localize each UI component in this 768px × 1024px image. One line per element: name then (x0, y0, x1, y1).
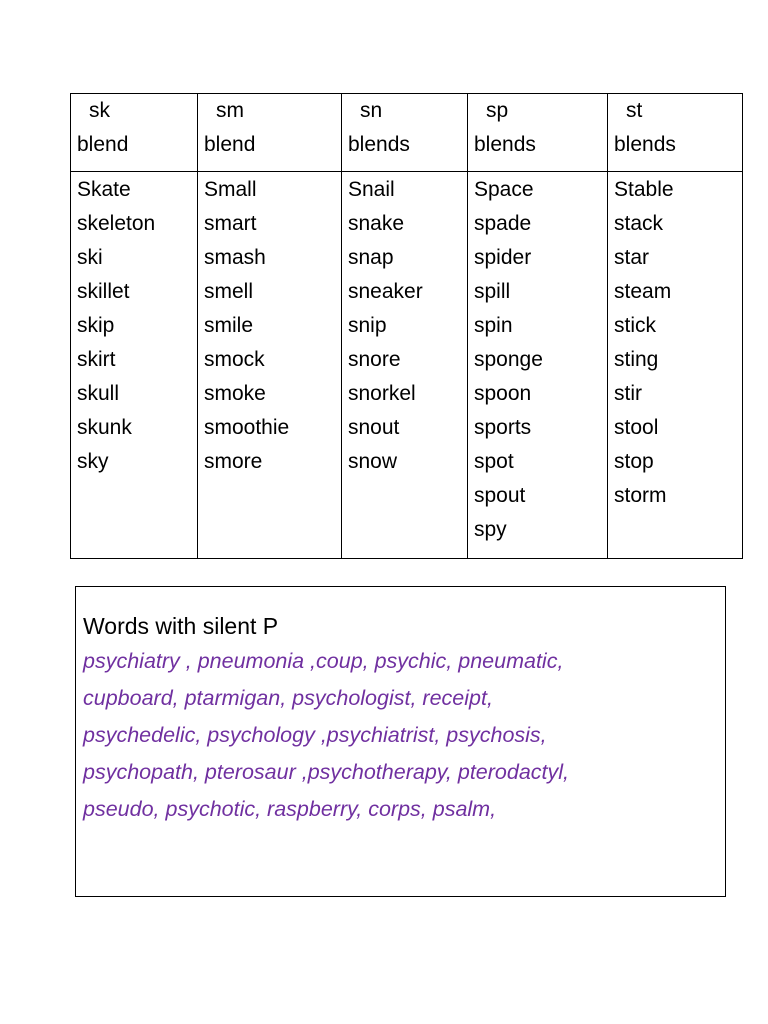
word-item: Skate (77, 178, 131, 201)
header-blend-letters: sm (216, 99, 244, 122)
word-item: storm (614, 484, 667, 507)
word-item: snorkel (348, 382, 416, 405)
header-blend-label: blends (474, 133, 536, 156)
word-item: spout (474, 484, 526, 507)
word-item: snow (348, 450, 398, 473)
word-item: smash (204, 246, 266, 269)
word-item: smoothie (204, 416, 290, 439)
word-item: spin (474, 314, 513, 337)
silent-p-line: psychopath, pterosaur ,psychotherapy, pterodactyl, (83, 760, 570, 784)
silent-p-line: psychiatry , pneumonia ,coup, psychic, pneumatic, (83, 649, 564, 673)
word-item: Small (204, 178, 257, 201)
word-item: stir (614, 382, 642, 405)
word-item: smell (204, 280, 254, 303)
word-item: skull (77, 382, 120, 405)
word-item: snore (348, 348, 401, 371)
header-cell-sp (468, 94, 608, 172)
header-blend-label: blends (614, 133, 676, 156)
word-item: skip (77, 314, 115, 337)
word-item: skeleton (77, 212, 156, 235)
word-item: snap (348, 246, 394, 269)
word-item: steam (614, 280, 672, 303)
word-item: ski (77, 246, 103, 269)
header-cell-sm (198, 94, 342, 172)
word-item: stick (614, 314, 656, 337)
header-blend-label: blend (204, 133, 256, 156)
word-item: skillet (77, 280, 130, 303)
header-cell-sk (71, 94, 198, 172)
header-blend-letters: sn (360, 99, 383, 122)
word-item: sneaker (348, 280, 423, 303)
header-cell-sn (342, 94, 468, 172)
header-blend-letters: st (626, 99, 643, 122)
word-list-sp (468, 172, 608, 559)
word-item: sky (77, 450, 109, 473)
word-list-st (608, 172, 743, 559)
word-item: stack (614, 212, 664, 235)
silent-p-line: psychedelic, psychology ,psychiatrist, psychosis, (83, 723, 547, 747)
blends-table (70, 93, 743, 559)
word-item: skunk (77, 416, 132, 439)
word-item: smoke (204, 382, 266, 405)
header-blend-letters: sp (486, 99, 509, 122)
word-item: spade (474, 212, 532, 235)
silent-p-box (75, 586, 726, 897)
word-item: star (614, 246, 650, 269)
silent-p-word-list (83, 643, 717, 828)
word-item: smile (204, 314, 254, 337)
word-item: skirt (77, 348, 116, 371)
word-item: spider (474, 246, 532, 269)
word-item: sports (474, 416, 532, 439)
silent-p-line: pseudo, psychotic, raspberry, corps, psalm, (83, 797, 497, 821)
word-item: smart (204, 212, 257, 235)
word-item: spill (474, 280, 511, 303)
table-header-row (71, 94, 743, 172)
word-item: Stable (614, 178, 674, 201)
word-item: smore (204, 450, 263, 473)
word-item: Snail (348, 178, 395, 201)
header-cell-st (608, 94, 743, 172)
word-item: spot (474, 450, 514, 473)
word-item: stool (614, 416, 659, 439)
silent-p-title: Words with silent P (83, 613, 279, 639)
table-words-row (71, 172, 743, 559)
header-blend-letters: sk (89, 99, 110, 122)
header-blend-label: blend (77, 133, 129, 156)
silent-p-line: cupboard, ptarmigan, psychologist, receipt, (83, 686, 493, 710)
word-list-sn (342, 172, 468, 559)
word-list-sk (71, 172, 198, 559)
word-item: spoon (474, 382, 532, 405)
word-item: sting (614, 348, 659, 371)
header-blend-label: blends (348, 133, 410, 156)
word-item: snake (348, 212, 405, 235)
word-list-sm (198, 172, 342, 559)
word-item: stop (614, 450, 654, 473)
word-item: snout (348, 416, 400, 439)
word-item: Space (474, 178, 534, 201)
word-item: spy (474, 518, 507, 541)
word-item: smock (204, 348, 265, 371)
word-item: sponge (474, 348, 543, 371)
word-item: snip (348, 314, 387, 337)
